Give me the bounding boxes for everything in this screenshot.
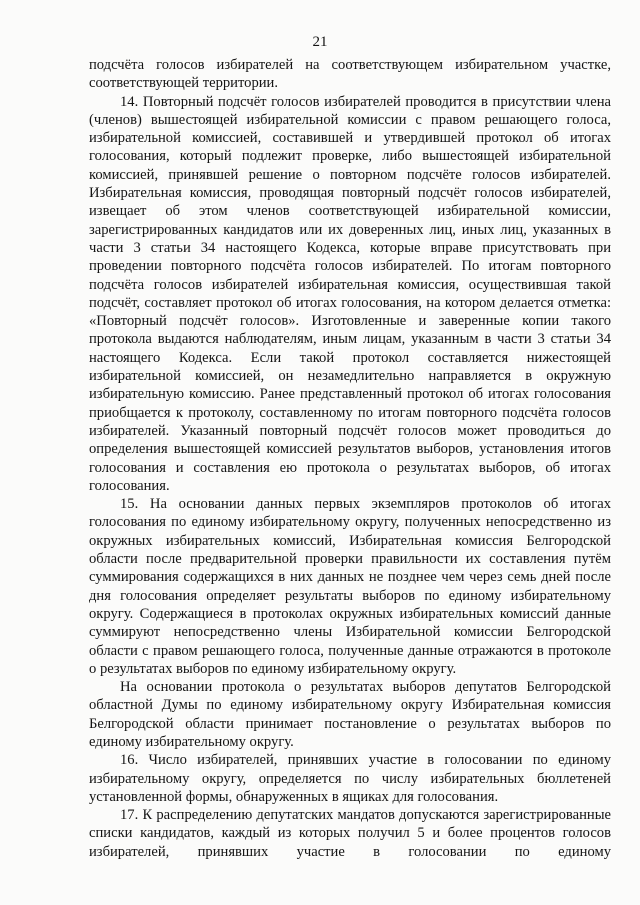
paragraph-16: 16. Число избирателей, принявших участие в голосовании по единому избирательному округу, определяется по числу избирательных бюллетеней установленной формы, обнаруженных в ящиках для голосования. <box>89 752 611 805</box>
paragraph-17: 17. К распределению депутатских мандатов допускаются зарегистрированные списки кандидатов, каждый из которых получил 5 и более процентов голосов избирателей, принявших участие в голосовании по единому <box>89 807 611 860</box>
paragraph-15: 15. На основании данных первых экземпляров протоколов об итогах голосования по единому избирательному округу, полученных непосредственно из окружных избирательных комиссий, Избирательная комиссия Белгородской области после предварительной проверки правильности их составления путём суммирования содержащихся в них данных не позднее чем через семь дней после дня голосования определяет результаты выборов по единому избирательному округу. Содержащиеся в протоколах окружных избирательных комиссий данные суммируют непосредственно члены Избирательной комиссии Белгородской области с правом решающего голоса, полученные данные отражаются в протоколе о результатах выборов по единому избирательному округу. <box>89 496 611 677</box>
body-text <box>89 56 611 861</box>
paragraph-continuation: подсчёта голосов избирателей на соответствующем избирательном участке, соответствующей территории. <box>89 57 611 92</box>
paragraph-15-resolution: На основании протокола о результатах выборов депутатов Белгородской областной Думы по единому избирательному округу Избирательная комиссия Белгородской области принимает постановление о результатах выборов по единому избирательному округу. <box>89 679 611 750</box>
paragraph-14: 14. Повторный подсчёт голосов избирателей проводится в присутствии члена (членов) вышестоящей избирательной комиссии с правом решающего голоса, избирательной комиссией, составившей и утвердившей протокол об итогах голосования, который подлежит проверке, либо вышестоящей избирательной комиссией, принявшей решение о повторном подсчёте голосов избирателей. Избирательная комиссия, проводящая повторный подсчёт голосов избирателей, извещает об этом членов соответствующей избирательной комиссии, зарегистрированных кандидатов или их доверенных лиц, иных лиц, указанных в части 3 статьи 34 настоящего Кодекса, которые вправе присутствовать при проведении повторного подсчёта голосов избирателей. По итогам повторного подсчёта голосов избирателей избирательная комиссия, осуществившая такой подсчёт, составляет протокол об итогах голосования, на котором делается отметка: «Повторный подсчёт голосов». Изготовленные и заверенные копии такого протокола выдаются наблюдателям, иным лицам, указанным в части 3 статьи 34 настоящего Кодекса. Если такой протокол составляется нижестоящей избирательной комиссией, он незамедлительно направляется в окружную избирательную комиссию. Ранее представленный протокол об итогах голосования приобщается к протоколу, составленному по итогам повторного подсчёта голосов избирателей. Указанный повторный подсчёт голосов может проводиться до определения вышестоящей комиссией результатов выборов, установления итогов голосования и составления ею протокола о результатах выборов, об итогах голосования. <box>89 93 611 494</box>
page-number: 21 <box>312 34 328 50</box>
